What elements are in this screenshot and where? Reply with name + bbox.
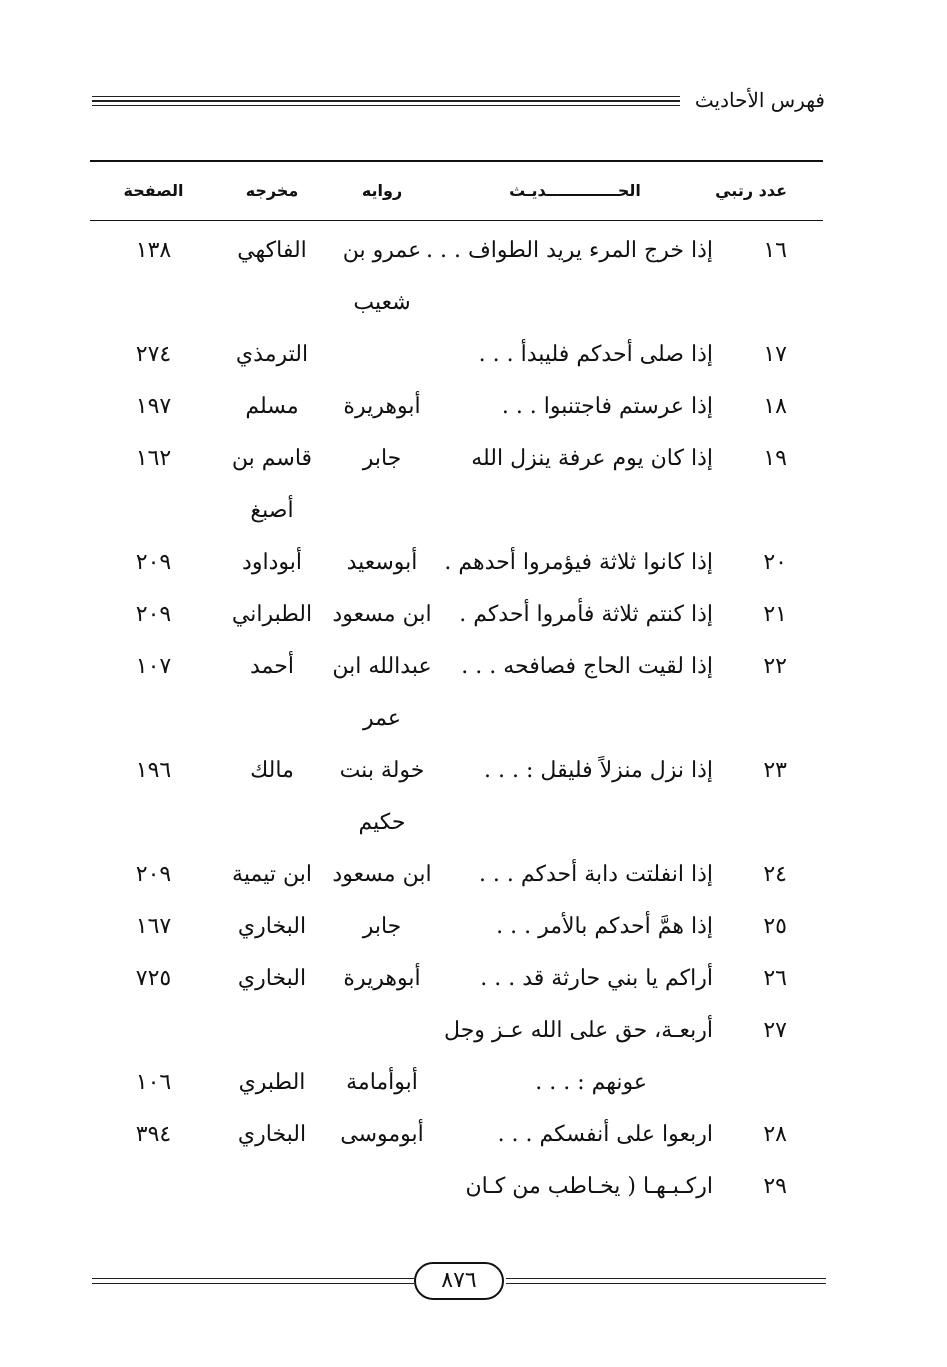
table-body	[90, 221, 823, 1213]
hadith-text: إذا همَّ أحدكم بالأمر . . .	[496, 914, 713, 939]
hadith-text: إذا كانوا ثلاثة فيؤمروا أحدهم .	[444, 550, 713, 575]
narrator: جابر	[362, 446, 402, 471]
column-header-narrator: روايه	[361, 181, 403, 200]
footer-rule	[506, 1283, 826, 1284]
column-header-source: مخرجه	[245, 181, 299, 200]
row-number: ٢٣	[763, 758, 787, 783]
row-number: ٢٧	[763, 1018, 787, 1043]
row-number: ١٧	[763, 342, 787, 367]
hadith-text-continued: عونهم : . . .	[535, 1070, 647, 1095]
table-row	[90, 381, 823, 433]
page-ref: ٧٢٥	[135, 966, 172, 991]
narrator: ابن مسعود	[332, 862, 432, 887]
narrator: أبوسعيد	[346, 550, 418, 575]
page-ref: ٢٠٩	[135, 550, 172, 575]
table-row	[90, 849, 823, 901]
hadith-text: إذا خرج المرء يريد الطواف . . .	[426, 238, 713, 263]
footer-rule	[92, 1283, 414, 1284]
source: مالك	[250, 758, 294, 783]
source: الطبراني	[231, 602, 313, 627]
row-number: ٢٥	[763, 914, 787, 939]
row-number: ١٦	[763, 238, 787, 263]
page-ref: ١٠٧	[135, 654, 172, 679]
page-number-badge: ٨٧٦	[414, 1262, 504, 1300]
hadith-text: إذا كنتم ثلاثة فأمروا أحدكم .	[459, 602, 713, 627]
hadith-text: إذا صلى أحدكم فليبدأ . . .	[478, 342, 713, 367]
source: الترمذي	[235, 342, 309, 367]
hadith-index-table	[90, 160, 823, 1213]
narrator: أبوموسى	[340, 1122, 424, 1147]
source: الفاكهي	[237, 238, 307, 263]
narrator: أبوأمامة	[346, 1070, 418, 1095]
footer-rule	[92, 1278, 414, 1279]
table-row	[90, 745, 823, 849]
source: مسلم	[245, 394, 299, 419]
narrator: عبدالله ابن عمر	[332, 654, 432, 731]
table-row	[90, 537, 823, 589]
narrator: جابر	[362, 914, 402, 939]
source: البخاري	[237, 914, 307, 939]
hadith-text: إذا كان يوم عرفة ينزل الله	[471, 446, 713, 471]
source: الطبري	[238, 1070, 306, 1095]
header-rule	[92, 96, 680, 97]
hadith-text: اركـبـهـا ( يخـاطب من كـان	[465, 1174, 713, 1199]
row-number: ٢٢	[763, 654, 787, 679]
page-ref: ١٠٦	[135, 1070, 172, 1095]
page-ref: ٢٠٩	[135, 602, 172, 627]
source: أبوداود	[242, 550, 302, 575]
footer-rule	[506, 1278, 826, 1279]
hadith-text: إذا لقيت الحاج فصافحه . . .	[461, 654, 713, 679]
page-ref: ٣٩٤	[135, 1122, 172, 1147]
source: ابن تيمية	[232, 862, 312, 887]
table-row-continued	[90, 1057, 823, 1109]
page-ref: ١٣٨	[135, 238, 172, 263]
narrator: أبوهريرة	[343, 394, 421, 419]
page-ref: ٢٠٩	[135, 862, 172, 887]
page-ref: ١٩٧	[135, 394, 172, 419]
narrator: عمرو بن شعيب	[342, 238, 422, 315]
column-header-number: عدد رتبي	[715, 181, 787, 200]
hadith-text: أراكم يا بني حارثة قد . . .	[480, 966, 713, 991]
running-title: فهرس الأحاديث	[694, 88, 825, 112]
header-rule	[92, 100, 680, 102]
page-ref: ١٩٦	[135, 758, 172, 783]
table-row	[90, 1161, 823, 1213]
column-header-hadith: الحـــــــــــــديـث	[509, 181, 641, 200]
source: البخاري	[237, 1122, 307, 1147]
row-number: ١٨	[763, 394, 787, 419]
table-row	[90, 589, 823, 641]
table-row	[90, 329, 823, 381]
table-row	[90, 1109, 823, 1161]
row-number: ١٩	[763, 446, 787, 471]
hadith-text: أربعـة، حق على الله عـز وجل	[444, 1018, 713, 1043]
column-header-page: الصفحة	[123, 181, 184, 200]
hadith-text: اربعوا على أنفسكم . . .	[497, 1122, 713, 1147]
narrator: ابن مسعود	[332, 602, 432, 627]
row-number: ٢٦	[763, 966, 787, 991]
hadith-text: إذا عرستم فاجتنبوا . . .	[501, 394, 713, 419]
source: قاسم بن أصبغ	[231, 446, 313, 523]
table-row	[90, 901, 823, 953]
row-number: ٢١	[763, 602, 787, 627]
table-row	[90, 225, 823, 329]
page-ref: ١٦٢	[135, 446, 172, 471]
source: البخاري	[237, 966, 307, 991]
row-number: ٢٤	[763, 862, 787, 887]
source: أحمد	[250, 654, 294, 679]
hadith-text: إذا نزل منزلاً فليقل : . . .	[484, 758, 713, 783]
header-rule	[92, 105, 680, 106]
table-row	[90, 641, 823, 745]
row-number: ٢٠	[763, 550, 787, 575]
table-row	[90, 1005, 823, 1057]
page-ref: ١٦٧	[135, 914, 172, 939]
table-header-row	[90, 162, 823, 220]
table-row	[90, 953, 823, 1005]
page-ref: ٢٧٤	[135, 342, 172, 367]
row-number: ٢٨	[763, 1122, 787, 1147]
hadith-text: إذا انفلتت دابة أحدكم . . .	[478, 862, 713, 887]
narrator: خولة بنت حكيم	[339, 758, 425, 835]
table-row	[90, 433, 823, 537]
narrator: أبوهريرة	[343, 966, 421, 991]
row-number: ٢٩	[763, 1174, 787, 1199]
